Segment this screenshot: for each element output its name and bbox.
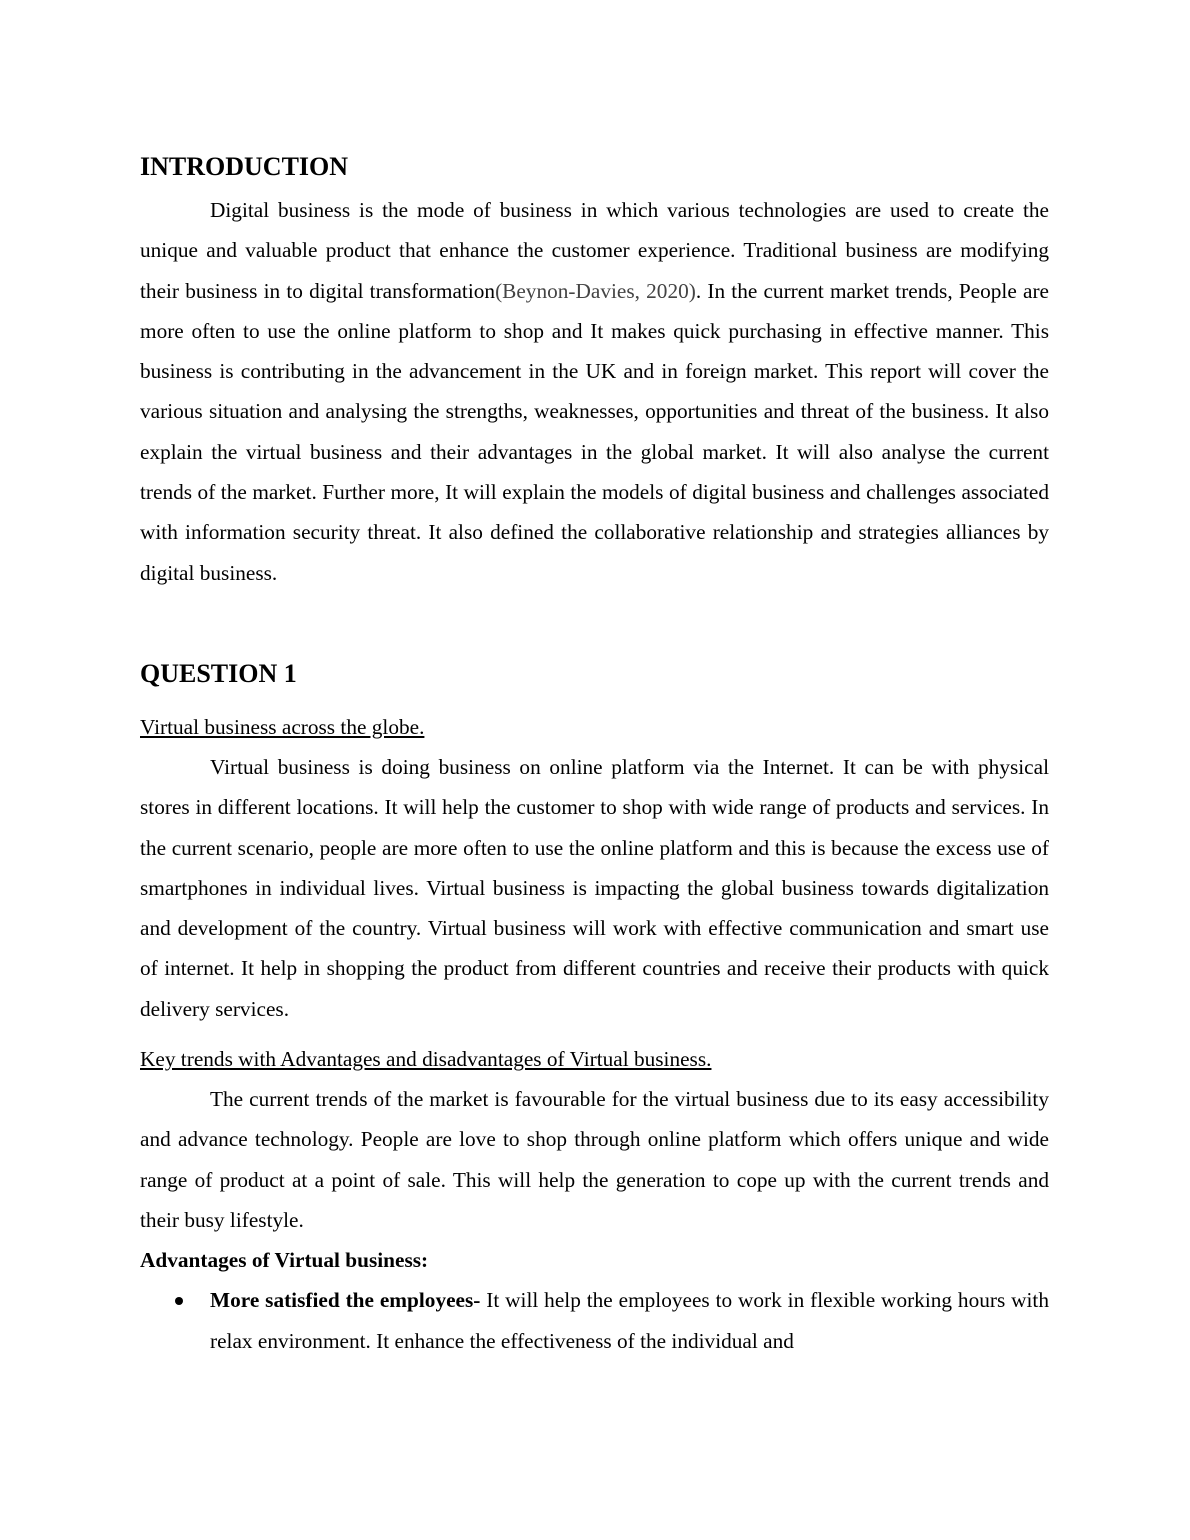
advantage-text: It will help the employees to work in flexible working hours with relax environment. It enhance the effectiveness of the individual and	[210, 1288, 1049, 1353]
advantages-list	[140, 1280, 1049, 1361]
section-title-key-trends: Key trends with Advantages and disadvantages of Virtual business.	[140, 1047, 712, 1072]
key-trends-paragraph: The current trends of the market is favourable for the virtual business due to its easy accessibility and advance technology. People are love to shop through online platform which offers unique and wide range of product at a point of sale. This will help the generation to cope up with the current trends and their busy lifestyle.	[140, 1087, 1049, 1232]
question1-heading: QUESTION 1	[140, 658, 297, 688]
introduction-heading: INTRODUCTION	[140, 152, 349, 181]
intro-text-end: . In the current market trends, People are more often to use the online platform to shop and It makes quick purchasing in effective manner. This business is contributing in the advancement in the UK and in foreign market. This report will cover the various situation and analysing the strengths, weaknesses, opportunities and threat of the business. It also explain the virtual business and their advantages in the global market. It will also analyse the current trends of the market. Further more, It will explain the models of digital business and challenges associated with information security threat. It also defined the collaborative relationship and strategies alliances by digital business.	[140, 278, 1049, 585]
intro-text-start: Digital business is the mode of business in which various technologies are used to create the unique and valuable product that enhance the customer experience. Traditional business are modifying their business in to digital transformation	[140, 198, 1049, 303]
list-item	[140, 1280, 1049, 1361]
intro-citation: (Beynon-Davies, 2020)	[495, 278, 696, 303]
advantage-title: More satisfied the employees-	[210, 1288, 481, 1313]
virtual-business-paragraph: Virtual business is doing business on online platform via the Internet. It can be with physical stores in different locations. It will help the customer to shop with wide range of products and services. In the current scenario, people are more often to use the online platform and this is because the excess use of smartphones in individual lives. Virtual business is impacting the global business towards digitalization and development of the country. Virtual business will work with effective communication and smart use of internet. It help in shopping the product from different countries and receive their products with quick delivery services.	[140, 754, 1049, 1021]
section-title-virtual-business: Virtual business across the globe.	[140, 714, 425, 739]
document-page	[140, 150, 1049, 1361]
advantages-heading: Advantages of Virtual business:	[140, 1248, 429, 1273]
introduction-paragraph	[140, 190, 1049, 593]
bullet-icon	[175, 1297, 183, 1305]
